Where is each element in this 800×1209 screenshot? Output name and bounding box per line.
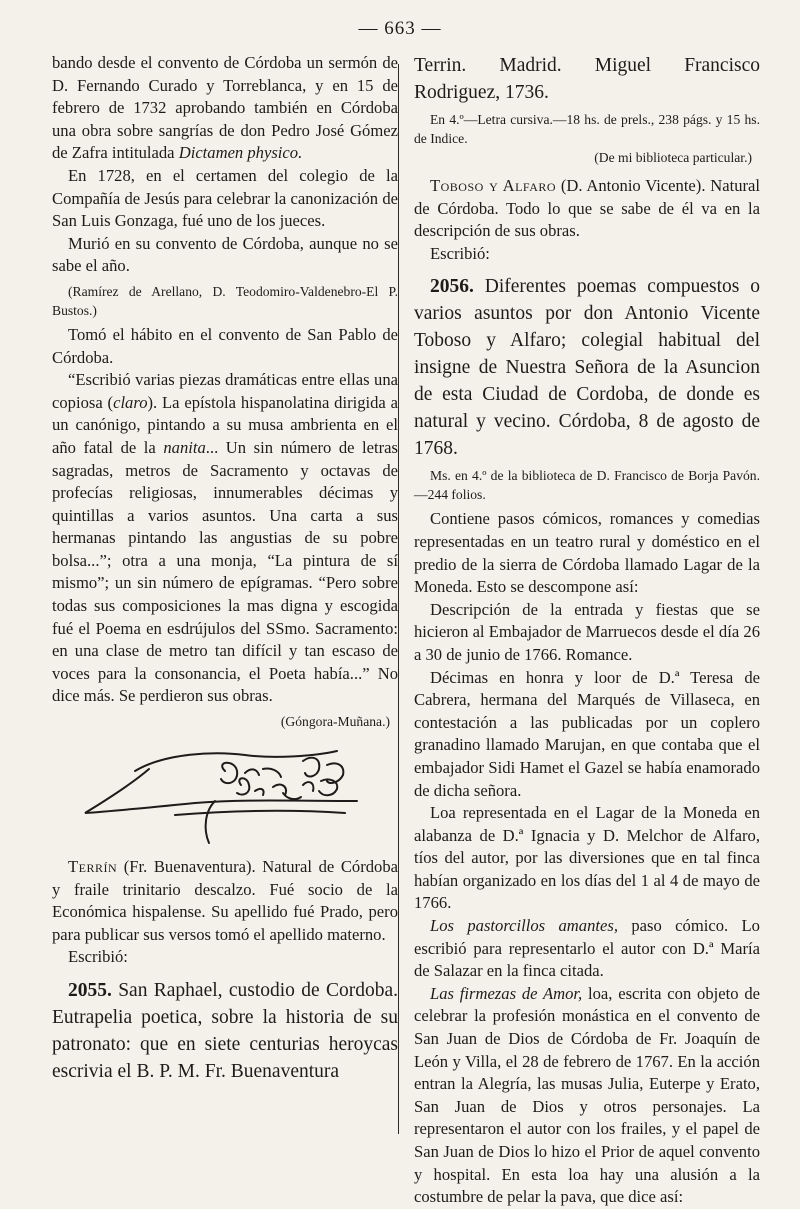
catalog-entry-2055-cont: Terrin. Madrid. Miguel Francisco Rodriguez, 1736. (414, 55, 760, 103)
paragraph: Escribió: (430, 243, 490, 263)
page-number: — 663 — (358, 18, 442, 39)
paragraph: Toboso y Alfaro (D. Antonio Vicente). Natural de Córdoba. Todo lo que se sabe de él va en la descripción de sus obras. (414, 176, 761, 241)
paragraph: Los pastorcillos amantes, paso cómico. Lo escribió para representarlo el autor con D.ª María de Salazar en la finca citada. (414, 916, 760, 981)
bibliographic-note: Ms. en 4.º de la biblioteca de D. Francisco de Borja Pavón.—244 folios. (414, 468, 760, 503)
source-note: (De mi biblioteca particular.) (594, 150, 752, 165)
paragraph: Murió en su convento de Córdoba, aunque no se sabe el año. (52, 233, 398, 276)
bibliographic-note: En 4.º—Letra cursiva.—18 hs. de prels., 238 págs. y 15 hs. de Indice. (414, 112, 760, 146)
paragraph: Las firmezas de Amor, loa, escrita con objeto de celebrar la profesión monástica en el convento de San Juan de Dios de Córdoba de Fr. Joaquín de León y Villa, el 28 de febrero de 1767. En la acción entran la Alegría, las musas Julia, Euterpe y Erato, San Juan de Dios y otros personajes. La representaron el autor con los frailes, y el papel de San Juan de Dios lo hizo el Prior de aquel convento y hospital. En esta loa hay una alusión a la costumbre de pelar la pava, que dice así: (414, 983, 760, 1207)
paragraph: Terrín (Fr. Buenaventura). Natural de Córdoba y fraile trinitario descalzo. Fué socio de la Económica hispalense. Su apellido fué Prado, pero para publicar sus versos tomó el apellido materno. (52, 857, 398, 944)
source-note: (Ramírez de Arellano, D. Teodomiro-Valdenebro-El P. Bustos.) (52, 283, 398, 318)
quotation-paragraph: “Escribió varias piezas dramáticas entre ellas una copiosa (claro). La epístola hispanolatina dirigida a un canónigo, pintando a su musa ambrienta en el año fatal de la nanita... Un sin número de letras sagradas, metros de Sacramento y octavas de profecías religiosas, innumerables décimas y quintillas a varios asuntos. Una carta a sus hermanas pintando las angustias de su pobre bolsa...”; otra a una monja, “La pintura de sí mismo”; un sin número de epígramas. “Pero sobre todas sus composiciones la mas digna y escogida fué el Poema en esdrújulos del SSmo. Sacramento: en una clase de metro tan difícil y tan escaso de voces para la consonancia, el Poeta había...” No dice más. Se perdieron sus obras. (52, 370, 398, 706)
catalog-entry-2055: 2055. San Raphael, custodio de Cordoba. Eutrapelia poetica, sobre la historia de su patronato: que en siete centurias heroycas escrivia el B. P. M. Fr. Buenaventura (52, 980, 399, 1082)
paragraph: En 1728, en el certamen del colegio de la Compañía de Jesús para celebrar la canonización de San Luis Gonzaga, fué uno de los jueces. (52, 165, 398, 231)
catalog-entry-2056: 2056. Diferentes poemas compuestos o varios asuntos por don Antonio Vicente Toboso y Alfaro; colegial habitual del insigne de Nuestra Señora de la Asuncion de esta Ciudad de Cordoba, de donde es natural y vecino. Córdoba, 8 de agosto de 1768. (414, 276, 761, 460)
signature-image (75, 741, 375, 846)
paragraph: Loa representada en el Lagar de la Moneda en alabanza de D.ª Ignacia y D. Melchor de Alfaro, tíos del autor, por las diversiones que en tal finca habían organizado en los días del 1 al 4 de mayo de 1766. (414, 803, 760, 913)
paragraph: bando desde el convento de Córdoba un sermón de D. Fernando Curado y Torreblanca, y en 15 de febrero de 1732 aprobando también en Córdoba una obra sobre sangrías de don Pedro José Gómez de Zafra intitulada Dictamen physico. (52, 53, 398, 163)
paragraph: Décimas en honra y loor de D.ª Teresa de Cabrera, hermana del Marqués de Villaseca, en contestación a las publicadas por un coplero granadino llamado Marujan, en que contaba que el embajador Sidi Hamet el Gazel se había enamorado de dicha señora. (414, 667, 760, 800)
paragraph: Escribió: (68, 947, 128, 967)
paragraph: Contiene pasos cómicos, romances y comedias representadas en un teatro rural y doméstico en el predio de la sierra de Córdoba llamado Lagar de la Moneda. Esto se descompone así: (414, 509, 760, 597)
paragraph: Descripción de la entrada y fiestas que se hicieron al Embajador de Marruecos desde el día 26 a 30 de junio de 1766. Romance. (414, 599, 760, 664)
paragraph: Tomó el hábito en el convento de San Pablo de Córdoba. (52, 324, 398, 367)
left-column (52, 52, 398, 1085)
source-note: (Góngora-Muñana.) (280, 714, 390, 730)
column-divider (398, 64, 399, 1134)
right-column (414, 52, 760, 1209)
